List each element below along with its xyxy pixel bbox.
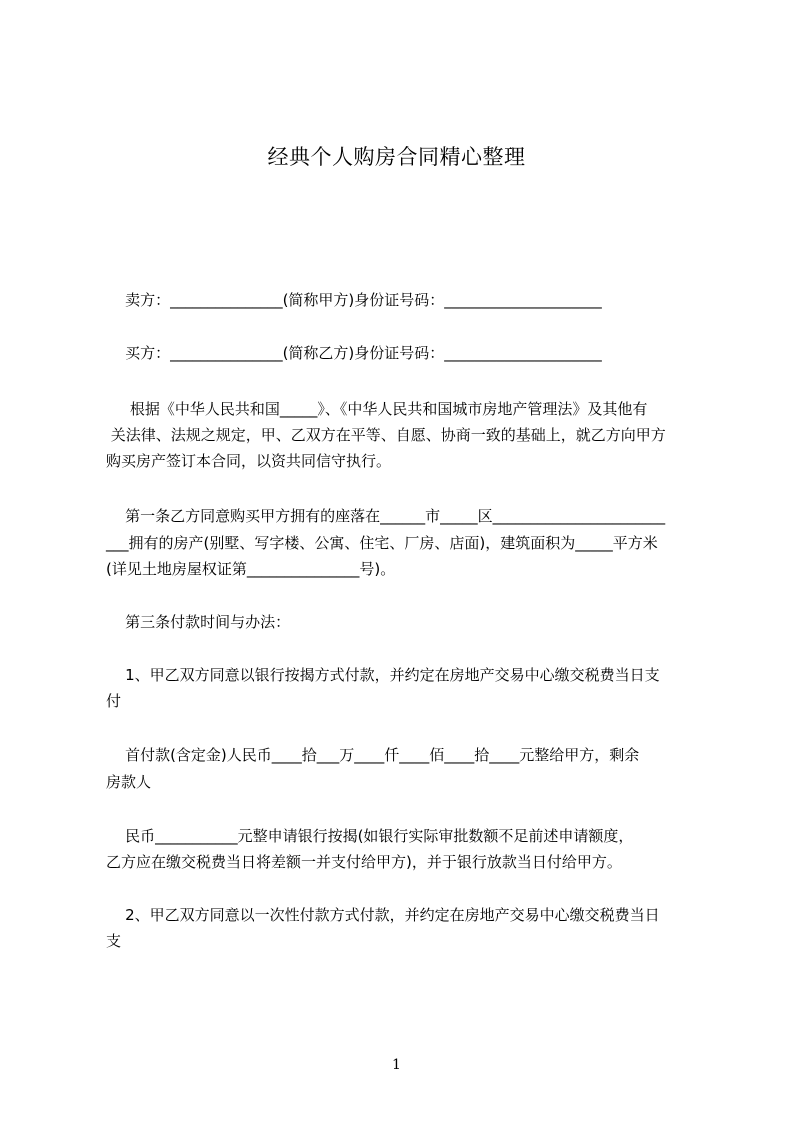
clause-2-line-1: 2、甲乙双方同意以一次性付款方式付款，并约定在房地产交易中心缴交税费当日	[106, 906, 660, 924]
article-1-line-1: 第一条乙方同意购买甲方拥有的座落在______市_____区_______________________	[106, 507, 666, 525]
mortgage-line-2: 乙方应在缴交税费当日将差额一并支付给甲方)，并于银行放款当日付给甲方。	[106, 853, 622, 871]
article-3-heading: 第三条付款时间与办法：	[106, 613, 291, 631]
document-title: 经典个人购房合同精心整理	[267, 145, 526, 169]
seller-line: 卖方：_______________(简称甲方)身份证号码：_____________________	[106, 291, 602, 309]
down-payment-line-1: 首付款(含定金)人民币____拾___万____仟____佰____拾____元整给甲方，剩余	[106, 746, 640, 764]
mortgage-line-1: 民币___________元整申请银行按揭(如银行实际审批数额不足前述申请额度，	[106, 827, 634, 845]
article-1-line-3: (详见土地房屋权证第_______________号)。	[106, 560, 396, 578]
paragraph-basis-line-1: 根据《中华人民共和国_____》、《中华人民共和国城市房地产管理法》及其他有	[106, 400, 648, 418]
page-number: 1	[392, 1057, 401, 1073]
clause-1-line-2: 付	[106, 692, 122, 710]
buyer-line: 买方：_______________(简称乙方)身份证号码：_____________________	[106, 344, 602, 362]
paragraph-basis-line-3: 购买房产签订本合同，以资共同信守执行。	[106, 452, 392, 470]
article-1-line-2: ___拥有的房产(别墅、写字楼、公寓、住宅、厂房、店面)，建筑面积为_____平方米	[106, 534, 658, 552]
down-payment-line-2: 房款人	[106, 773, 152, 791]
clause-1-line-1: 1、甲乙双方同意以银行按揭方式付款，并约定在房地产交易中心缴交税费当日支	[106, 666, 660, 684]
paragraph-basis-line-2: 关法律、法规之规定，甲、乙双方在平等、自愿、协商一致的基础上，就乙方向甲方	[106, 426, 666, 444]
clause-2-line-2: 支	[106, 932, 122, 950]
